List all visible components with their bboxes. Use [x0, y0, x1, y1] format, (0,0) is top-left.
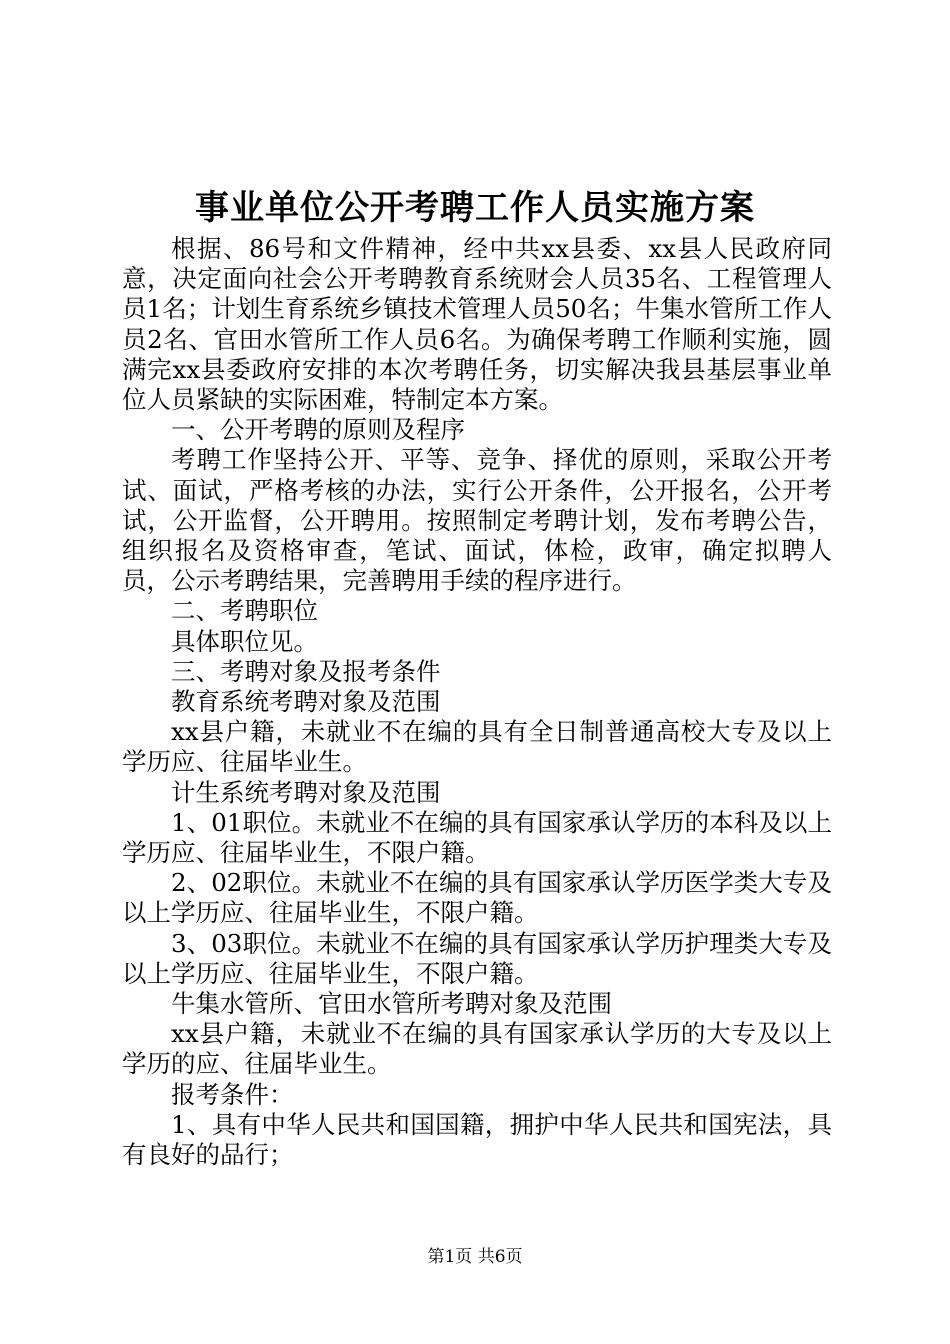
section-heading-principles: 一、公开考聘的原则及程序	[171, 415, 465, 445]
requirement-1-paragraph: 1、具有中华人民共和国国籍，拥护中华人民共和国宪法，具有良好的品行；	[122, 1109, 832, 1170]
subheading-family-planning: 计生系统考聘对象及范围	[171, 777, 441, 807]
position-03-paragraph: 3、03职位。未就业不在编的具有国家承认学历护理类大专及以上学历应、往届毕业生，不限户籍。	[122, 928, 832, 988]
document-title: 事业单位公开考聘工作人员实施方案	[195, 188, 755, 228]
positions-paragraph: 具体职位见。	[171, 626, 318, 656]
position-02-paragraph: 2、02职位。未就业不在编的具有国家承认学历医学类大专及以上学历应、往届毕业生，不限户籍。	[122, 868, 832, 928]
subheading-requirements: 报考条件：	[171, 1079, 294, 1109]
page-footer: 第1页 共6页	[427, 1247, 523, 1267]
subheading-education: 教育系统考聘对象及范围	[171, 687, 441, 717]
section-heading-positions: 二、考聘职位	[171, 596, 318, 626]
principles-paragraph: 考聘工作坚持公开、平等、竞争、择优的原则，采取公开考试、面试，严格考核的办法，实行公开条件，公开报名，公开考试，公开监督，公开聘用。按照制定考聘计划，发布考聘公告，组织报名及资格审查，笔试、面试，体检，政审，确定拟聘人员，公示考聘结果，完善聘用手续的程序进行。	[122, 445, 832, 596]
water-stations-paragraph: xx县户籍，未就业不在编的具有国家承认学历的大专及以上学历的应、往届毕业生。	[122, 1019, 832, 1079]
subheading-water-stations: 牛集水管所、官田水管所考聘对象及范围	[171, 989, 612, 1019]
document-body	[122, 234, 832, 1170]
section-heading-candidates: 三、考聘对象及报考条件	[171, 656, 441, 686]
intro-paragraph: 根据、86号和文件精神，经中共xx县委、xx县人民政府同意，决定面向社会公开考聘教育系统财会人员35名、工程管理人员1名；计划生育系统乡镇技术管理人员50名；牛集水管所工作人员2名、官田水管所工作人员6名。为确保考聘工作顺利实施，圆满完xx县委政府安排的本次考聘任务，切实解决我县基层事业单位人员紧缺的实际困难，特制定本方案。	[122, 234, 832, 415]
education-paragraph: xx县户籍，未就业不在编的具有全日制普通高校大专及以上学历应、往届毕业生。	[122, 717, 832, 777]
position-01-paragraph: 1、01职位。未就业不在编的具有国家承认学历的本科及以上学历应、往届毕业生，不限户籍。	[122, 807, 832, 868]
